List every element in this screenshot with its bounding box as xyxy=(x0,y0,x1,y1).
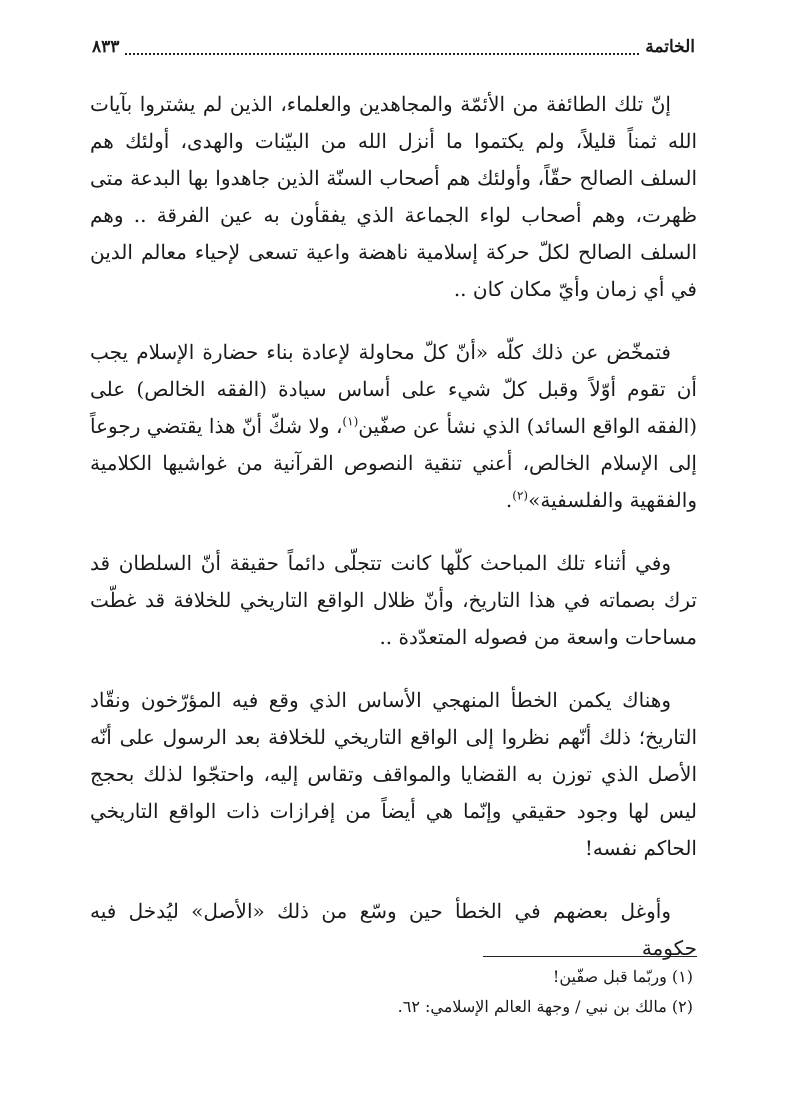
footnote-1: (١) وربّما قبل صفّين! xyxy=(552,967,693,986)
paragraph-1: إنّ تلك الطائفة من الأئمّة والمجاهدين والعلماء، الذين لم يشتروا بآيات الله ثمناً قليلاً، ولم يكتموا ما أنزل الله من البيّنات والهدى، أولئك هم السلف الصالح حقّاً، وأولئك هم أصحاب السنّة الذين جاهدوا بها البدعة متى ظهرت، وهم أصحاب لواء الجماعة الذي يفقأون به عين الفرقة .. وهم السلف الصالح لكلّ حركة إسلامية ناهضة واعية تسعى لإحياء معالم الدين في أي زمان وأيّ مكان كان .. xyxy=(90,92,697,301)
main-text xyxy=(90,86,697,967)
paragraph-4: وهناك يكمن الخطأ المنهجي الأساس الذي وقع فيه المؤرّخون ونقّاد التاريخ؛ ذلك أنّهم نظروا إلى الواقع التاريخي للخلافة بعد الرسول على أنّه الأصل الذي توزن به القضايا والمواقف وتقاس إليه، واحتجّوا لذلك بحجج ليس لها وجود حقيقي وإنّما هي أيضاً من إفرازات ذات الواقع التاريخي الحاكم نفسه! xyxy=(90,688,697,860)
paragraph-2-text-a: فتمخّض عن ذلك كلّه «أنّ كلّ محاولة لإعادة بناء حضارة الإسلام يجب أن تقوم أوّلاً وقبل كلّ شيء على أساس سيادة (الفقه الخالص) على (الفقه الواقع السائد) الذي نشأ عن صفّين xyxy=(90,340,697,438)
chapter-title: الخاتمة xyxy=(645,37,695,57)
paragraph-2-text-b: ، ولا شكّ أنّ هذا يقتضي رجوعاً إلى الإسلام الخالص، أعني تنقية النصوص القرآنية من غواشيها الكلامية والفقهية والفلسفية» xyxy=(90,414,697,512)
paragraph-3: وفي أثناء تلك المباحث كلّها كانت تتجلّى دائماً حقيقة أنّ السلطان قد ترك بصماته في هذا التاريخ، وأنّ ظلال الواقع التاريخي للخلافة قد غطّت مساحات واسعة من فصوله المتعدّدة .. xyxy=(90,551,697,649)
footnote-ref-1[interactable]: (١) xyxy=(342,414,359,429)
page-number: ٨٣٣ xyxy=(92,37,120,57)
footnote-separator xyxy=(483,956,697,957)
running-header xyxy=(92,34,695,60)
paragraph-5: وأوغل بعضهم في الخطأ حين وسّع من ذلك «الأصل» ليُدخل فيه حكومة xyxy=(90,899,697,960)
footnote-ref-2[interactable]: (٢) xyxy=(512,488,529,503)
paragraph-2-text-c: . xyxy=(505,488,513,512)
header-leader-dots xyxy=(125,39,639,55)
footnotes xyxy=(90,962,697,1022)
footnote-2: (٢) مالك بن نبي / وجهة العالم الإسلامي: ٦٢. xyxy=(397,997,693,1016)
paragraph-2 xyxy=(90,334,697,519)
